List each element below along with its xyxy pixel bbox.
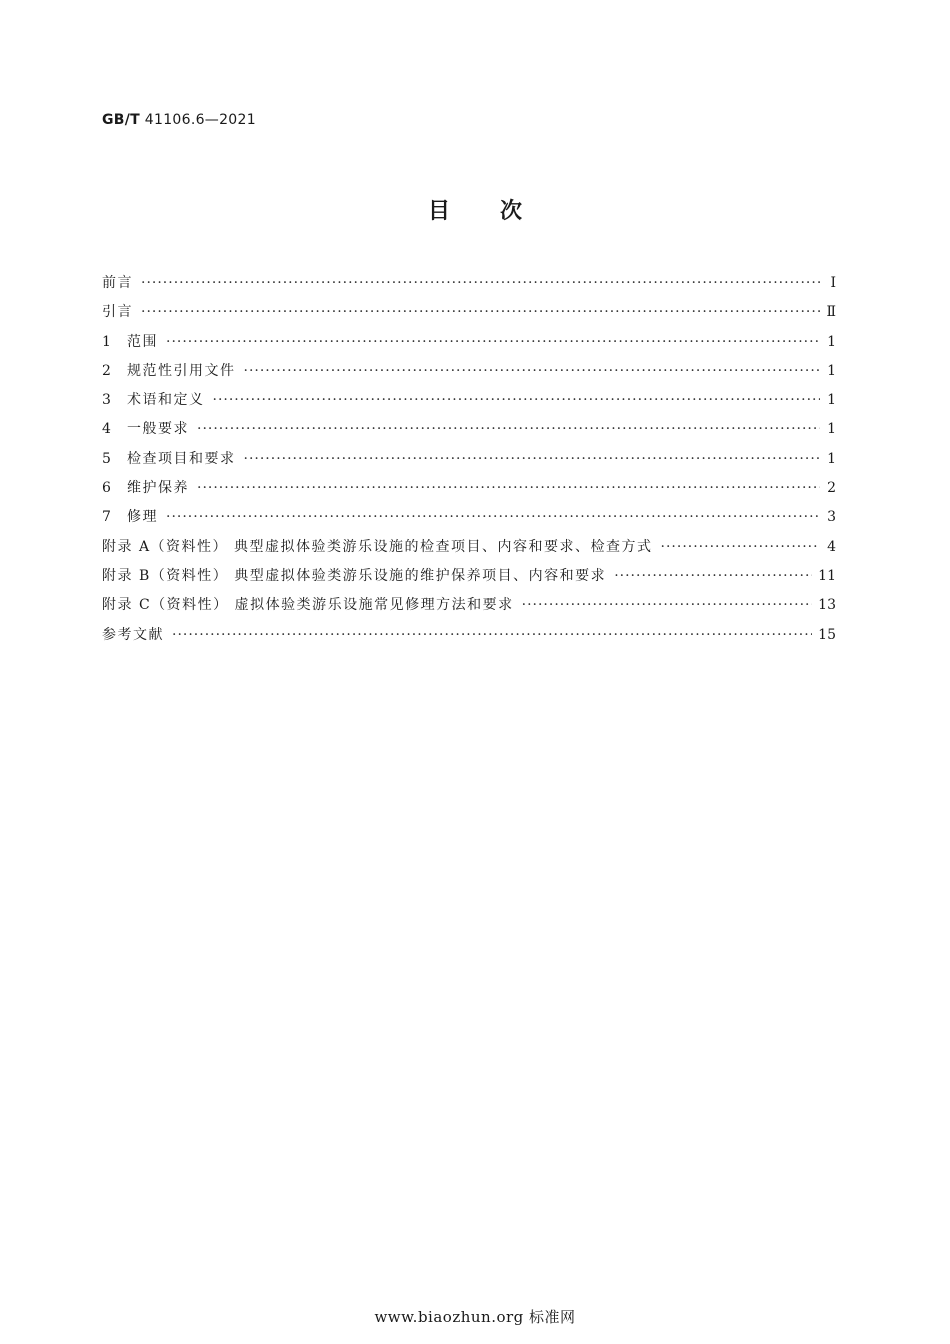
toc-leader-dots [197, 480, 820, 496]
toc-item-number: 1 [102, 333, 111, 350]
toc-leader-dots [141, 275, 820, 291]
toc-item-scope[interactable] [102, 331, 836, 360]
toc-item-number: 6 [102, 480, 111, 497]
toc-item-label: 检查项目和要求 [127, 450, 236, 467]
toc-leader-dots [172, 627, 812, 643]
toc-item-page: 2 [827, 480, 836, 497]
toc-item-bibliography[interactable] [102, 624, 836, 653]
footer-website[interactable]: www.biaozhun.org 标准网 [374, 1308, 576, 1326]
standard-code [102, 112, 256, 128]
toc-leader-dots [661, 539, 820, 555]
toc-leader-dots [213, 392, 821, 408]
toc-leader-dots [244, 363, 821, 379]
toc-item-label: 前言 [102, 275, 133, 291]
toc-list [102, 272, 836, 653]
toc-item-page: 11 [818, 567, 836, 584]
toc-item-label: 规范性引用文件 [127, 362, 236, 379]
toc-item-annex-b[interactable] [102, 565, 836, 594]
toc-item-page: Ⅰ [830, 275, 836, 291]
toc-item-number: 2 [102, 362, 111, 379]
toc-item-label: 引言 [102, 304, 133, 321]
toc-item-page: 4 [827, 538, 836, 555]
toc-leader-dots [522, 597, 813, 613]
toc-leader-dots [141, 304, 820, 320]
toc-item-annex-a[interactable] [102, 536, 836, 565]
toc-item-number: 4 [102, 421, 111, 438]
toc-item-page: Ⅱ [826, 304, 836, 321]
toc-item-inspection-items[interactable] [102, 448, 836, 477]
toc-leader-dots [166, 509, 820, 525]
toc-item-normative-references[interactable] [102, 360, 836, 389]
toc-leader-dots [614, 568, 812, 584]
toc-item-label: 范围 [127, 333, 158, 350]
toc-item-page: 1 [827, 450, 836, 467]
toc-item-label: 附录 B（资料性） 典型虚拟体验类游乐设施的维护保养项目、内容和要求 [102, 567, 607, 584]
toc-item-page: 1 [827, 333, 836, 350]
toc-item-page: 13 [818, 597, 836, 614]
toc-item-number: 5 [102, 450, 111, 467]
toc-item-page: 3 [827, 509, 836, 526]
toc-item-page: 1 [827, 392, 836, 409]
toc-item-number: 3 [102, 392, 111, 409]
standard-prefix: GB/T [102, 112, 141, 128]
toc-item-page: 15 [818, 626, 836, 643]
toc-item-label: 术语和定义 [127, 392, 205, 409]
toc-item-label: 参考文献 [102, 626, 164, 643]
toc-item-number: 7 [102, 509, 111, 526]
toc-item-terms-definitions[interactable] [102, 389, 836, 418]
toc-item-introduction[interactable] [102, 301, 836, 330]
toc-item-annex-c[interactable] [102, 594, 836, 623]
toc-item-label: 附录 C（资料性） 虚拟体验类游乐设施常见修理方法和要求 [102, 597, 514, 614]
toc-item-repair[interactable] [102, 506, 836, 535]
toc-leader-dots [166, 334, 820, 350]
toc-item-page: 1 [827, 421, 836, 438]
toc-title: 目次 [427, 199, 572, 224]
toc-leader-dots [197, 421, 820, 437]
toc-item-label: 维护保养 [127, 480, 189, 497]
toc-item-label: 附录 A（资料性） 典型虚拟体验类游乐设施的检查项目、内容和要求、检查方式 [102, 538, 653, 555]
toc-item-label: 一般要求 [127, 421, 189, 438]
toc-item-label: 修理 [127, 509, 158, 526]
standard-number: 41106.6—2021 [144, 112, 256, 128]
toc-item-maintenance[interactable] [102, 477, 836, 506]
toc-item-general-requirements[interactable] [102, 418, 836, 447]
toc-leader-dots [244, 451, 821, 467]
toc-item-page: 1 [827, 362, 836, 379]
toc-item-foreword[interactable] [102, 272, 836, 301]
